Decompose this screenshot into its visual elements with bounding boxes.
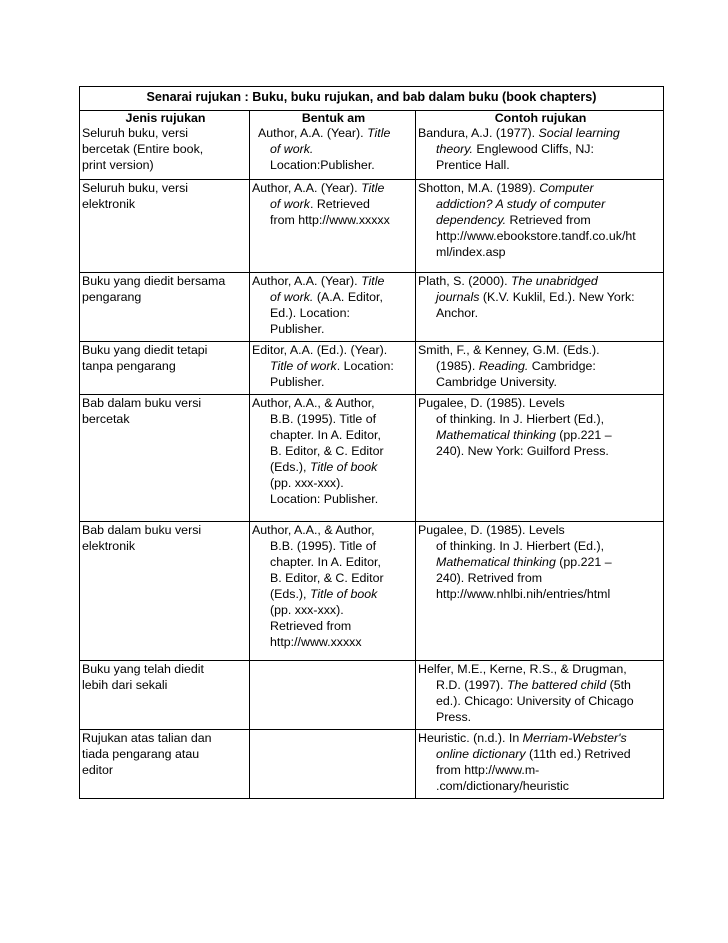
cell-jenis-rujukan	[80, 273, 250, 342]
italic-text: Mathematical thinking	[436, 555, 556, 569]
cell-line: elektronik	[82, 539, 136, 553]
table-row	[80, 522, 664, 661]
italic-text: Computer	[539, 181, 594, 195]
text-segment: Publisher.	[270, 375, 325, 389]
text-segment: Press.	[436, 710, 472, 724]
text-segment: Helfer, M.E., Kerne, R.S., & Drugman,	[418, 662, 627, 676]
table-caption: Senarai rujukan : Buku, buku rujukan, and bab dalam buku (book chapters)	[80, 87, 664, 111]
cell-line	[252, 180, 415, 196]
cell-line	[252, 141, 415, 157]
text-segment: (K.V. Kuklil, Ed.). New York:	[479, 290, 635, 304]
italic-text: journals	[436, 290, 480, 304]
italic-text: addiction? A study of computer	[436, 197, 606, 211]
cell-jenis-rujukan	[80, 395, 250, 522]
cell-line	[418, 709, 663, 725]
text-segment: 240). Retrived from	[436, 571, 543, 585]
cell-bentuk-am	[250, 730, 416, 799]
cell-line	[418, 586, 663, 602]
italic-text: of work	[270, 197, 310, 211]
text-segment: Editor, A.A. (Ed.). (Year).	[252, 343, 388, 357]
cell-line	[252, 618, 415, 634]
cell-line	[418, 661, 663, 677]
cell-line	[418, 212, 663, 228]
cell-bentuk-am	[250, 273, 416, 342]
cell-line	[252, 157, 415, 173]
cell-jenis-rujukan	[80, 522, 250, 661]
cell-jenis-rujukan	[80, 125, 250, 180]
italic-text: Title	[367, 126, 391, 140]
cell-line	[418, 411, 663, 427]
italic-text: The battered child	[506, 678, 607, 692]
cell-contoh-rujukan	[416, 342, 664, 395]
text-segment: (pp.221 –	[555, 428, 612, 442]
italic-text: theory.	[436, 142, 473, 156]
cell-line: elektronik	[82, 197, 136, 211]
cell-line	[418, 538, 663, 554]
text-segment: Cambridge University.	[436, 375, 557, 389]
cell-line: lebih dari sekali	[82, 678, 168, 692]
cell-contoh-rujukan	[416, 273, 664, 342]
cell-line	[418, 730, 663, 746]
cell-line	[418, 273, 663, 289]
text-segment: B.B. (1995). Title of	[270, 539, 377, 553]
text-segment: Bandura, A.J. (1977).	[418, 126, 539, 140]
cell-line	[418, 196, 663, 212]
italic-text: Social learning	[538, 126, 620, 140]
cell-line	[252, 491, 415, 507]
text-segment: Heuristic. (n.d.). In	[418, 731, 523, 745]
italic-text: Mathematical thinking	[436, 428, 556, 442]
cell-line: Buku yang diedit bersama	[82, 274, 226, 288]
cell-line	[418, 342, 663, 358]
text-segment: R.D. (1997).	[436, 678, 507, 692]
cell-line: print version)	[82, 158, 154, 172]
text-segment: ed.). Chicago: University of Chicago	[436, 694, 634, 708]
text-segment: (5th	[606, 678, 631, 692]
italic-text: Title	[361, 181, 385, 195]
table-body	[80, 87, 664, 799]
cell-line: bercetak	[82, 412, 130, 426]
text-segment: (pp. xxx-xxx).	[270, 603, 344, 617]
cell-line: Buku yang diedit tetapi	[82, 343, 208, 357]
text-segment: Author, A.A. (Year).	[252, 274, 362, 288]
cell-bentuk-am	[250, 395, 416, 522]
cell-line	[252, 289, 415, 305]
cell-bentuk-am	[250, 661, 416, 730]
text-segment: Publisher.	[270, 322, 325, 336]
text-segment: (Eds.),	[270, 460, 310, 474]
table-row	[80, 125, 664, 180]
cell-line	[418, 358, 663, 374]
table-row	[80, 730, 664, 799]
cell-line: pengarang	[82, 290, 142, 304]
italic-text: of work.	[270, 290, 314, 304]
text-segment: Author, A.A. (Year).	[258, 126, 368, 140]
cell-line	[418, 746, 663, 762]
cell-line: Bab dalam buku versi	[82, 523, 202, 537]
text-segment: Prentice Hall.	[436, 158, 510, 172]
reference-table	[79, 86, 664, 799]
cell-line	[252, 427, 415, 443]
italic-text: The unabridged	[510, 274, 598, 288]
italic-text: Reading.	[478, 359, 529, 373]
text-segment: B. Editor, & C. Editor	[270, 444, 384, 458]
cell-line	[252, 634, 415, 650]
header-bentuk-am: Bentuk am	[250, 111, 416, 126]
cell-line	[418, 522, 663, 538]
cell-line	[418, 778, 663, 794]
cell-jenis-rujukan	[80, 661, 250, 730]
cell-line	[252, 602, 415, 618]
cell-line	[252, 459, 415, 475]
text-segment: of thinking. In J. Hierbert (Ed.),	[436, 539, 605, 553]
cell-line	[418, 762, 663, 778]
text-segment: (1985).	[436, 359, 479, 373]
cell-line	[418, 180, 663, 196]
cell-line	[418, 693, 663, 709]
italic-text: dependency.	[436, 213, 507, 227]
text-segment: Smith, F., & Kenney, G.M. (Eds.).	[418, 343, 600, 357]
text-segment: http://www.xxxxx	[270, 635, 362, 649]
cell-contoh-rujukan	[416, 395, 664, 522]
text-segment: Ed.). Location:	[270, 306, 350, 320]
text-segment: Anchor.	[436, 306, 479, 320]
cell-line	[418, 305, 663, 321]
text-segment: (pp.221 –	[555, 555, 612, 569]
text-segment: (Eds.),	[270, 587, 310, 601]
cell-line	[252, 358, 415, 374]
text-segment: . Location:	[336, 359, 394, 373]
cell-bentuk-am	[250, 125, 416, 180]
italic-text: online dictionary	[436, 747, 526, 761]
text-segment: .com/dictionary/heuristic	[436, 779, 569, 793]
cell-line	[418, 244, 663, 260]
caption-row	[80, 87, 664, 111]
header-row	[80, 111, 664, 126]
table-row	[80, 342, 664, 395]
text-segment: chapter. In A. Editor,	[270, 555, 381, 569]
text-segment: Pugalee, D. (1985). Levels	[418, 396, 565, 410]
header-contoh-rujukan: Contoh rujukan	[416, 111, 664, 126]
cell-line	[252, 305, 415, 321]
cell-line	[252, 411, 415, 427]
cell-line	[252, 554, 415, 570]
cell-line	[418, 289, 663, 305]
cell-contoh-rujukan	[416, 180, 664, 273]
text-segment: chapter. In A. Editor,	[270, 428, 381, 442]
cell-line	[418, 443, 663, 459]
cell-jenis-rujukan	[80, 180, 250, 273]
cell-line	[252, 395, 415, 411]
cell-line: tanpa pengarang	[82, 359, 176, 373]
table-row	[80, 273, 664, 342]
cell-line	[252, 321, 415, 337]
cell-line: editor	[82, 763, 113, 777]
cell-line	[418, 228, 663, 244]
cell-line	[418, 677, 663, 693]
text-segment: Location: Publisher.	[270, 492, 379, 506]
cell-line	[418, 141, 663, 157]
text-segment: Author, A.A., & Author,	[252, 396, 375, 410]
text-segment: Englewood Cliffs, NJ:	[472, 142, 594, 156]
text-segment: Location:Publisher.	[270, 158, 375, 172]
cell-line	[252, 196, 415, 212]
cell-line	[418, 157, 663, 173]
italic-text: Title of book	[309, 587, 378, 601]
text-segment: from http://www.m-	[436, 763, 540, 777]
cell-line: Buku yang telah diedit	[82, 662, 204, 676]
text-segment: http://www.ebookstore.tandf.co.uk/ht	[436, 229, 636, 243]
cell-line	[252, 475, 415, 491]
cell-contoh-rujukan	[416, 125, 664, 180]
italic-text: Title of work	[270, 359, 337, 373]
cell-line	[418, 554, 663, 570]
text-segment: B.B. (1995). Title of	[270, 412, 377, 426]
cell-bentuk-am	[250, 180, 416, 273]
cell-line: Seluruh buku, versi	[82, 181, 189, 195]
italic-text: of work.	[270, 142, 314, 156]
text-segment: . Retrieved	[309, 197, 370, 211]
cell-line: Rujukan atas talian dan	[82, 731, 212, 745]
text-segment: Cambridge:	[528, 359, 596, 373]
text-segment: Retrieved from	[270, 619, 352, 633]
table-row	[80, 395, 664, 522]
cell-contoh-rujukan	[416, 522, 664, 661]
cell-line: Bab dalam buku versi	[82, 396, 202, 410]
cell-line: tiada pengarang atau	[82, 747, 200, 761]
text-segment: B. Editor, & C. Editor	[270, 571, 384, 585]
cell-line	[418, 125, 663, 141]
cell-bentuk-am	[250, 342, 416, 395]
cell-line	[418, 570, 663, 586]
cell-line: bercetak (Entire book,	[82, 142, 204, 156]
text-segment: ml/index.asp	[436, 245, 506, 259]
table-row	[80, 180, 664, 273]
cell-jenis-rujukan	[80, 342, 250, 395]
cell-line	[418, 427, 663, 443]
italic-text: Title of book	[309, 460, 378, 474]
cell-line	[252, 586, 415, 602]
italic-text: Merriam-Webster's	[522, 731, 627, 745]
cell-line	[252, 125, 415, 141]
cell-line	[252, 570, 415, 586]
text-segment: (11th ed.) Retrived	[525, 747, 631, 761]
italic-text: Title	[361, 274, 385, 288]
cell-line	[252, 374, 415, 390]
cell-line	[252, 342, 415, 358]
text-segment: Pugalee, D. (1985). Levels	[418, 523, 565, 537]
cell-jenis-rujukan	[80, 730, 250, 799]
cell-line	[252, 212, 415, 228]
text-segment: (pp. xxx-xxx).	[270, 476, 344, 490]
table-row	[80, 661, 664, 730]
cell-line	[418, 374, 663, 390]
cell-line	[418, 395, 663, 411]
header-jenis-rujukan: Jenis rujukan	[80, 111, 250, 126]
text-segment: 240). New York: Guilford Press.	[436, 444, 609, 458]
text-segment: Retrieved from	[506, 213, 591, 227]
text-segment: Shotton, M.A. (1989).	[418, 181, 540, 195]
cell-line	[252, 273, 415, 289]
cell-contoh-rujukan	[416, 730, 664, 799]
cell-line	[252, 443, 415, 459]
cell-line	[252, 522, 415, 538]
text-segment: Author, A.A., & Author,	[252, 523, 375, 537]
cell-line: Seluruh buku, versi	[82, 126, 189, 140]
text-segment: (A.A. Editor,	[313, 290, 383, 304]
cell-line	[252, 538, 415, 554]
text-segment: Author, A.A. (Year).	[252, 181, 362, 195]
text-segment: of thinking. In J. Hierbert (Ed.),	[436, 412, 605, 426]
text-segment: http://www.nhlbi.nih/entries/html	[436, 587, 611, 601]
cell-contoh-rujukan	[416, 661, 664, 730]
text-segment: Plath, S. (2000).	[418, 274, 511, 288]
cell-bentuk-am	[250, 522, 416, 661]
text-segment: from http://www.xxxxx	[270, 213, 390, 227]
